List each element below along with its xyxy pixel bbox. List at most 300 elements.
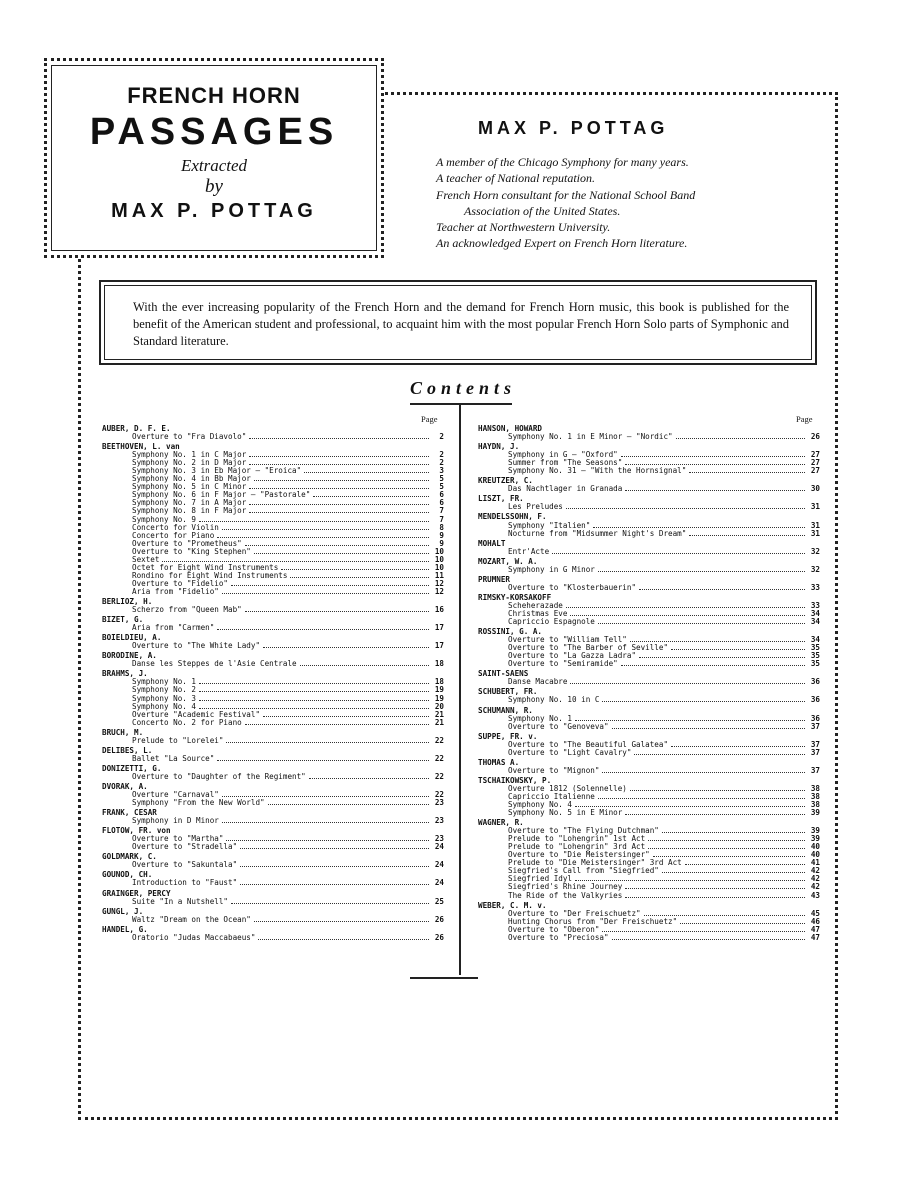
credential-line: French Horn consultant for the National School Band xyxy=(436,187,696,202)
composer-name: ROSSINI, G. A. xyxy=(478,627,543,637)
page-number: 46 xyxy=(810,916,820,926)
work-title: Symphony No. 5 in E Minor xyxy=(508,808,623,818)
work-title: Overture to "Fra Diavolo" xyxy=(132,432,247,442)
contents-bottom-rule xyxy=(410,977,478,979)
work-entry xyxy=(102,861,444,869)
dot-leader xyxy=(254,475,429,481)
page-number: 22 xyxy=(434,771,444,781)
work-title: Overture to "The Beautiful Galatea" xyxy=(508,739,669,749)
credential-line: A teacher of National reputation. xyxy=(436,171,595,186)
composer-name: LISZT, FR. xyxy=(478,494,524,504)
right-page-header: Page xyxy=(796,414,813,424)
page-number: 22 xyxy=(434,790,444,800)
dot-leader xyxy=(570,678,805,684)
title-box xyxy=(44,58,384,258)
work-title: Nocturne from "Midsummer Night's Dream" xyxy=(508,528,687,538)
work-title: Les Preludes xyxy=(508,502,563,512)
page-number: 12 xyxy=(434,578,444,588)
page-number: 38 xyxy=(810,783,820,793)
work-entry xyxy=(478,892,820,900)
work-title: Danse Macabre xyxy=(508,677,568,687)
page-number: 12 xyxy=(434,586,444,596)
work-title: Overture to "Stradella" xyxy=(132,842,238,852)
work-title: Entr'Acte xyxy=(508,546,550,556)
work-title: Siegfried's Rhine Journey xyxy=(508,882,623,892)
page-number: 35 xyxy=(810,643,820,653)
composer-name: TSCHAIKOWSKY, P. xyxy=(478,775,552,785)
work-title: Rondino for Eight Wind Instruments xyxy=(132,570,288,580)
dot-leader xyxy=(575,801,805,807)
composer-name: BRUCH, M. xyxy=(102,727,144,737)
work-entry xyxy=(102,433,444,441)
work-title: Symphony No. 4 xyxy=(508,800,573,810)
work-title: Ballet "La Source" xyxy=(132,753,215,763)
work-title: Capriccio Espagnole xyxy=(508,617,595,627)
page-number: 47 xyxy=(810,924,820,934)
work-entry xyxy=(478,749,820,757)
work-title: Overture to "La Gazza Ladra" xyxy=(508,651,637,661)
dot-leader xyxy=(653,851,805,857)
page-number: 10 xyxy=(434,546,444,556)
dot-leader xyxy=(602,926,805,932)
intro-box xyxy=(99,280,817,365)
dot-leader xyxy=(231,580,429,586)
dot-leader xyxy=(217,755,429,761)
dot-leader xyxy=(593,522,805,528)
contents-right-column xyxy=(478,425,820,942)
dot-leader xyxy=(621,451,805,457)
page-number: 22 xyxy=(434,753,444,763)
work-title: Oratorio "Judas Maccabaeus" xyxy=(132,932,256,942)
page-number: 39 xyxy=(810,808,820,818)
work-entry xyxy=(102,624,444,632)
page-number: 23 xyxy=(434,834,444,844)
work-title: Symphony No. 5 in C Minor xyxy=(132,482,247,492)
work-entry xyxy=(478,809,820,817)
composer-name: BEETHOVEN, L. van xyxy=(102,442,180,452)
contents-heading: Contents xyxy=(410,378,517,398)
work-title: Overture to "Fidelio" xyxy=(132,578,229,588)
composer-name: AUBER, D. F. E. xyxy=(102,424,171,433)
work-title: Waltz "Dream on the Ocean" xyxy=(132,914,251,924)
dot-leader xyxy=(226,737,429,743)
title-line-french-horn: FRENCH HORN xyxy=(127,83,301,108)
dot-leader xyxy=(249,507,429,513)
work-entry xyxy=(102,843,444,851)
work-title: Prelude to "Lohengrin" 3rd Act xyxy=(508,842,646,852)
work-title: Symphony No. 1 xyxy=(508,713,573,723)
dot-leader xyxy=(249,459,429,465)
page-number: 43 xyxy=(810,890,820,900)
composer-name: GRAINGER, PERCY xyxy=(102,888,171,898)
dot-leader xyxy=(249,451,429,457)
page-number: 36 xyxy=(810,677,820,687)
dot-leader xyxy=(639,584,805,590)
dot-leader xyxy=(602,767,805,773)
dot-leader xyxy=(625,892,805,898)
page-number: 2 xyxy=(439,432,444,442)
page-number: 27 xyxy=(810,450,820,460)
dot-leader xyxy=(240,843,429,849)
work-title: Concerto for Piano xyxy=(132,530,215,540)
page-number: 34 xyxy=(810,617,820,627)
work-entry xyxy=(478,934,820,942)
page-number: 24 xyxy=(434,860,444,870)
credential-line: Teacher at Northwestern University. xyxy=(436,220,611,235)
dot-leader xyxy=(245,719,429,725)
work-title: Overture to "Semiramide" xyxy=(508,659,618,669)
dot-leader xyxy=(240,879,429,885)
work-entry xyxy=(478,696,820,704)
credential-line: An acknowledged Expert on French Horn literature. xyxy=(436,236,688,251)
page-number: 11 xyxy=(434,570,444,580)
dot-leader xyxy=(630,785,805,791)
composer-name: GUNGL, J. xyxy=(102,906,144,916)
composer-name: BRAHMS, J. xyxy=(102,669,148,679)
page-number: 7 xyxy=(439,514,444,524)
page-number: 8 xyxy=(439,522,444,532)
work-title: Overture to "Die Meistersinger" xyxy=(508,850,650,860)
page-number: 26 xyxy=(434,932,444,942)
page-number: 17 xyxy=(434,623,444,633)
work-title: Sextet xyxy=(132,554,160,564)
work-entry xyxy=(102,773,444,781)
dot-leader xyxy=(625,485,805,491)
dot-leader xyxy=(598,566,805,572)
work-title: Siegfried Idyl xyxy=(508,874,573,884)
dot-leader xyxy=(612,934,805,940)
dot-leader xyxy=(263,711,429,717)
page-number: 32 xyxy=(810,546,820,556)
composer-name: DVORAK, A. xyxy=(102,781,148,791)
work-entry xyxy=(478,548,820,556)
dot-leader xyxy=(630,636,805,642)
title-passages: PASSAGES xyxy=(89,111,339,153)
dot-leader xyxy=(226,835,429,841)
work-entry xyxy=(102,588,444,596)
page-number: 37 xyxy=(810,739,820,749)
work-title: Prelude to "Die Meistersinger" 3rd Act xyxy=(508,858,682,868)
composer-name: MENDELSSOHN, F. xyxy=(478,512,547,522)
dot-leader xyxy=(625,809,805,815)
page-number: 18 xyxy=(434,677,444,687)
work-title: Scherzo from "Queen Mab" xyxy=(132,605,242,615)
work-title: Symphony No. 10 in C xyxy=(508,695,600,705)
dot-leader xyxy=(639,652,805,658)
page-number: 39 xyxy=(810,834,820,844)
dot-leader xyxy=(222,791,429,797)
dot-leader xyxy=(258,934,429,940)
page-number: 16 xyxy=(434,605,444,615)
composer-name: DONIZETTI, G. xyxy=(102,763,162,773)
dot-leader xyxy=(199,678,429,684)
composer-name: FLOTOW, FR. von xyxy=(102,826,171,836)
composer-name: HANDEL, G. xyxy=(102,924,148,934)
work-entry xyxy=(102,799,444,807)
work-title: Symphony No. 4 in Bb Major xyxy=(132,474,251,484)
dot-leader xyxy=(552,548,805,554)
dot-leader xyxy=(644,910,805,916)
work-entry xyxy=(478,678,820,686)
dot-leader xyxy=(254,548,429,554)
dot-leader xyxy=(199,686,429,692)
page-number: 5 xyxy=(439,474,444,484)
work-title: Overture to "Genoveva" xyxy=(508,721,609,731)
contents-column-divider xyxy=(459,405,461,975)
page-number: 35 xyxy=(810,659,820,669)
work-title: Overture to "Daughter of the Regiment" xyxy=(132,771,306,781)
work-title: The Ride of the Valkyries xyxy=(508,890,623,900)
work-entry xyxy=(478,503,820,511)
dot-leader xyxy=(231,898,429,904)
page-number: 38 xyxy=(810,800,820,810)
work-title: Concerto for Violin xyxy=(132,522,219,532)
work-title: Symphony No. 8 in F Major xyxy=(132,506,247,516)
page-number: 36 xyxy=(810,695,820,705)
work-entry xyxy=(478,660,820,668)
page-number: 19 xyxy=(434,685,444,695)
work-title: Summer from "The Seasons" xyxy=(508,458,623,468)
dot-leader xyxy=(648,843,805,849)
contents-top-rule xyxy=(410,403,512,405)
page-number: 17 xyxy=(434,641,444,651)
composer-name: BERLIOZ, H. xyxy=(102,596,153,606)
page-number: 37 xyxy=(810,747,820,757)
page-number: 24 xyxy=(434,842,444,852)
page-number: 26 xyxy=(810,432,820,442)
page-number: 18 xyxy=(434,659,444,669)
dot-leader xyxy=(676,433,805,439)
work-title: Concerto No. 2 for Piano xyxy=(132,717,242,727)
work-entry xyxy=(102,719,444,727)
dot-leader xyxy=(689,530,805,536)
page-number: 30 xyxy=(810,484,820,494)
work-title: Christmas Eve xyxy=(508,608,568,618)
dot-leader xyxy=(689,467,805,473)
work-title: Symphony "From the New World" xyxy=(132,798,265,808)
dot-leader xyxy=(217,532,429,538)
dot-leader xyxy=(309,773,429,779)
work-title: Siegfried's Call from "Siegfried" xyxy=(508,866,659,876)
work-title: Symphony No. 3 in Eb Major — "Eroica" xyxy=(132,466,302,476)
page-number: 10 xyxy=(434,562,444,572)
dot-leader xyxy=(671,644,805,650)
work-title: Symphony "Italien" xyxy=(508,520,591,530)
dot-leader xyxy=(612,723,805,729)
dot-leader xyxy=(249,433,429,439)
page-number: 31 xyxy=(810,520,820,530)
work-title: Overture to "The Barber of Seville" xyxy=(508,643,669,653)
dot-leader xyxy=(245,606,429,612)
dot-leader xyxy=(575,715,805,721)
dot-leader xyxy=(598,793,805,799)
composer-name: KREUTZER, C. xyxy=(478,476,533,486)
dot-leader xyxy=(313,491,429,497)
page-number: 45 xyxy=(810,908,820,918)
work-title: Das Nachtlager in Granada xyxy=(508,484,623,494)
work-entry xyxy=(478,467,820,475)
work-entry xyxy=(102,934,444,942)
work-title: Symphony No. 7 in A Major xyxy=(132,498,247,508)
work-title: Overture to "William Tell" xyxy=(508,635,627,645)
work-title: Hunting Chorus from "Der Freischuetz" xyxy=(508,916,678,926)
work-title: Overture 1812 (Solennelle) xyxy=(508,783,627,793)
dot-leader xyxy=(662,867,805,873)
work-title: Overture to "Martha" xyxy=(132,834,224,844)
composer-name: RIMSKY-KORSAKOFF xyxy=(478,592,552,602)
page-number: 2 xyxy=(439,458,444,468)
page-number: 34 xyxy=(810,608,820,618)
page-number: 10 xyxy=(434,554,444,564)
work-entry xyxy=(478,530,820,538)
work-title: Suite "In a Nutshell" xyxy=(132,896,229,906)
dot-leader xyxy=(598,618,805,624)
composer-name: THOMAS A. xyxy=(478,757,520,767)
work-title: Overture to "Prometheus" xyxy=(132,538,242,548)
dot-leader xyxy=(570,610,805,616)
composer-name: SCHUMANN, R. xyxy=(478,705,533,715)
work-entry xyxy=(102,916,444,924)
work-title: Introduction to "Faust" xyxy=(132,878,238,888)
work-title: Symphony No. 3 xyxy=(132,693,197,703)
work-entry xyxy=(102,606,444,614)
dot-leader xyxy=(566,503,805,509)
page-number: 39 xyxy=(810,826,820,836)
page-number: 23 xyxy=(434,798,444,808)
page-number: 37 xyxy=(810,765,820,775)
composer-name: WEBER, C. M. v. xyxy=(478,900,547,910)
page-number: 38 xyxy=(810,791,820,801)
work-title: Overture to "Oberon" xyxy=(508,924,600,934)
work-entry xyxy=(478,433,820,441)
page-number: 23 xyxy=(434,816,444,826)
page-number: 47 xyxy=(810,932,820,942)
work-title: Symphony No. 2 xyxy=(132,685,197,695)
work-title: Symphony in G Minor xyxy=(508,564,595,574)
page-number: 6 xyxy=(439,490,444,500)
work-title: Symphony No. 6 in F Major — "Pastorale" xyxy=(132,490,311,500)
work-title: Symphony No. 2 in D Major xyxy=(132,458,247,468)
work-entry xyxy=(478,584,820,592)
work-title: Prelude to "Lorelei" xyxy=(132,735,224,745)
composer-name: SCHUBERT, FR. xyxy=(478,687,538,697)
composer-name: BORODINE, A. xyxy=(102,651,157,661)
dot-leader xyxy=(199,695,429,701)
page-number: 42 xyxy=(810,874,820,884)
work-entry xyxy=(478,618,820,626)
dot-leader xyxy=(222,524,429,530)
composer-name: MOZART, W. A. xyxy=(478,556,538,566)
dot-leader xyxy=(199,703,429,709)
page-number: 6 xyxy=(439,498,444,508)
work-title: Symphony in D Minor xyxy=(132,816,219,826)
work-entry xyxy=(102,898,444,906)
credential-line: A member of the Chicago Symphony for many years. xyxy=(436,155,689,169)
dot-leader xyxy=(263,642,429,648)
dot-leader xyxy=(602,696,805,702)
work-entry xyxy=(478,767,820,775)
work-title: Overture to "Mignon" xyxy=(508,765,600,775)
page-number: 42 xyxy=(810,882,820,892)
dot-leader xyxy=(662,827,805,833)
page-number: 36 xyxy=(810,713,820,723)
dot-leader xyxy=(254,916,429,922)
dot-leader xyxy=(625,459,805,465)
composer-name: SAINT-SAENS xyxy=(478,669,529,679)
work-entry xyxy=(102,755,444,763)
work-title: Capriccio Italienne xyxy=(508,791,595,801)
composer-name: FRANK, CESAR xyxy=(102,808,157,818)
composer-name: GOLDMARK, C. xyxy=(102,852,157,862)
dot-leader xyxy=(217,624,429,630)
page-number: 26 xyxy=(434,914,444,924)
page-number: 27 xyxy=(810,466,820,476)
dot-leader xyxy=(268,799,429,805)
page-number: 41 xyxy=(810,858,820,868)
dot-leader xyxy=(680,918,805,924)
page-number: 3 xyxy=(439,466,444,476)
work-title: Overture to "Klosterbauerin" xyxy=(508,582,637,592)
page-number: 27 xyxy=(810,458,820,468)
title-author: MAX P. POTTAG xyxy=(111,200,317,222)
composer-name: DELIBES, L. xyxy=(102,745,153,755)
work-title: Overture to "The Flying Dutchman" xyxy=(508,826,659,836)
work-title: Symphony No. 9 xyxy=(132,514,197,524)
page-number: 20 xyxy=(434,701,444,711)
page-number: 31 xyxy=(810,528,820,538)
work-title: Aria from "Fidelio" xyxy=(132,586,219,596)
composer-name: WAGNER, R. xyxy=(478,818,524,828)
dot-leader xyxy=(199,516,429,522)
dot-leader xyxy=(575,875,805,881)
work-title: Scheherazade xyxy=(508,600,563,610)
composer-name: BOIELDIEU, A. xyxy=(102,633,162,643)
dot-leader xyxy=(281,564,429,570)
work-entry xyxy=(102,660,444,668)
dot-leader xyxy=(162,556,429,562)
work-entry xyxy=(478,566,820,574)
dot-leader xyxy=(648,835,805,841)
title-extracted: Extracted xyxy=(180,156,248,175)
author-credentials xyxy=(436,154,796,252)
page-number: 5 xyxy=(439,482,444,492)
composer-name: BIZET, G. xyxy=(102,615,144,625)
dot-leader xyxy=(621,660,805,666)
dot-leader xyxy=(249,483,429,489)
work-entry xyxy=(478,723,820,731)
work-title: Overture to "King Stephen" xyxy=(132,546,251,556)
page-number: 7 xyxy=(439,506,444,516)
page-number: 37 xyxy=(810,721,820,731)
page-number: 24 xyxy=(434,878,444,888)
dot-leader xyxy=(634,749,805,755)
intro-text: With the ever increasing popularity of the French Horn and the demand for French Horn music, this book is published for the benefit of the American student and professional, to acquaint him with the most popular French Horn Solo parts of Symphonic and Standard literature. xyxy=(133,300,789,348)
composer-name: GOUNOD, CH. xyxy=(102,870,153,880)
work-title: Overture to "Der Freischuetz" xyxy=(508,908,641,918)
work-title: Symphony No. 1 xyxy=(132,677,197,687)
page-number: 22 xyxy=(434,735,444,745)
work-title: Overture to "Sakuntala" xyxy=(132,860,238,870)
work-title: Symphony No. 1 in C Major xyxy=(132,450,247,460)
work-entry xyxy=(478,485,820,493)
work-entry xyxy=(102,642,444,650)
dot-leader xyxy=(304,467,429,473)
page-number: 21 xyxy=(434,709,444,719)
dot-leader xyxy=(671,741,805,747)
credential-line: Association of the United States. xyxy=(464,203,621,218)
dot-leader xyxy=(300,660,429,666)
page-number: 9 xyxy=(439,530,444,540)
